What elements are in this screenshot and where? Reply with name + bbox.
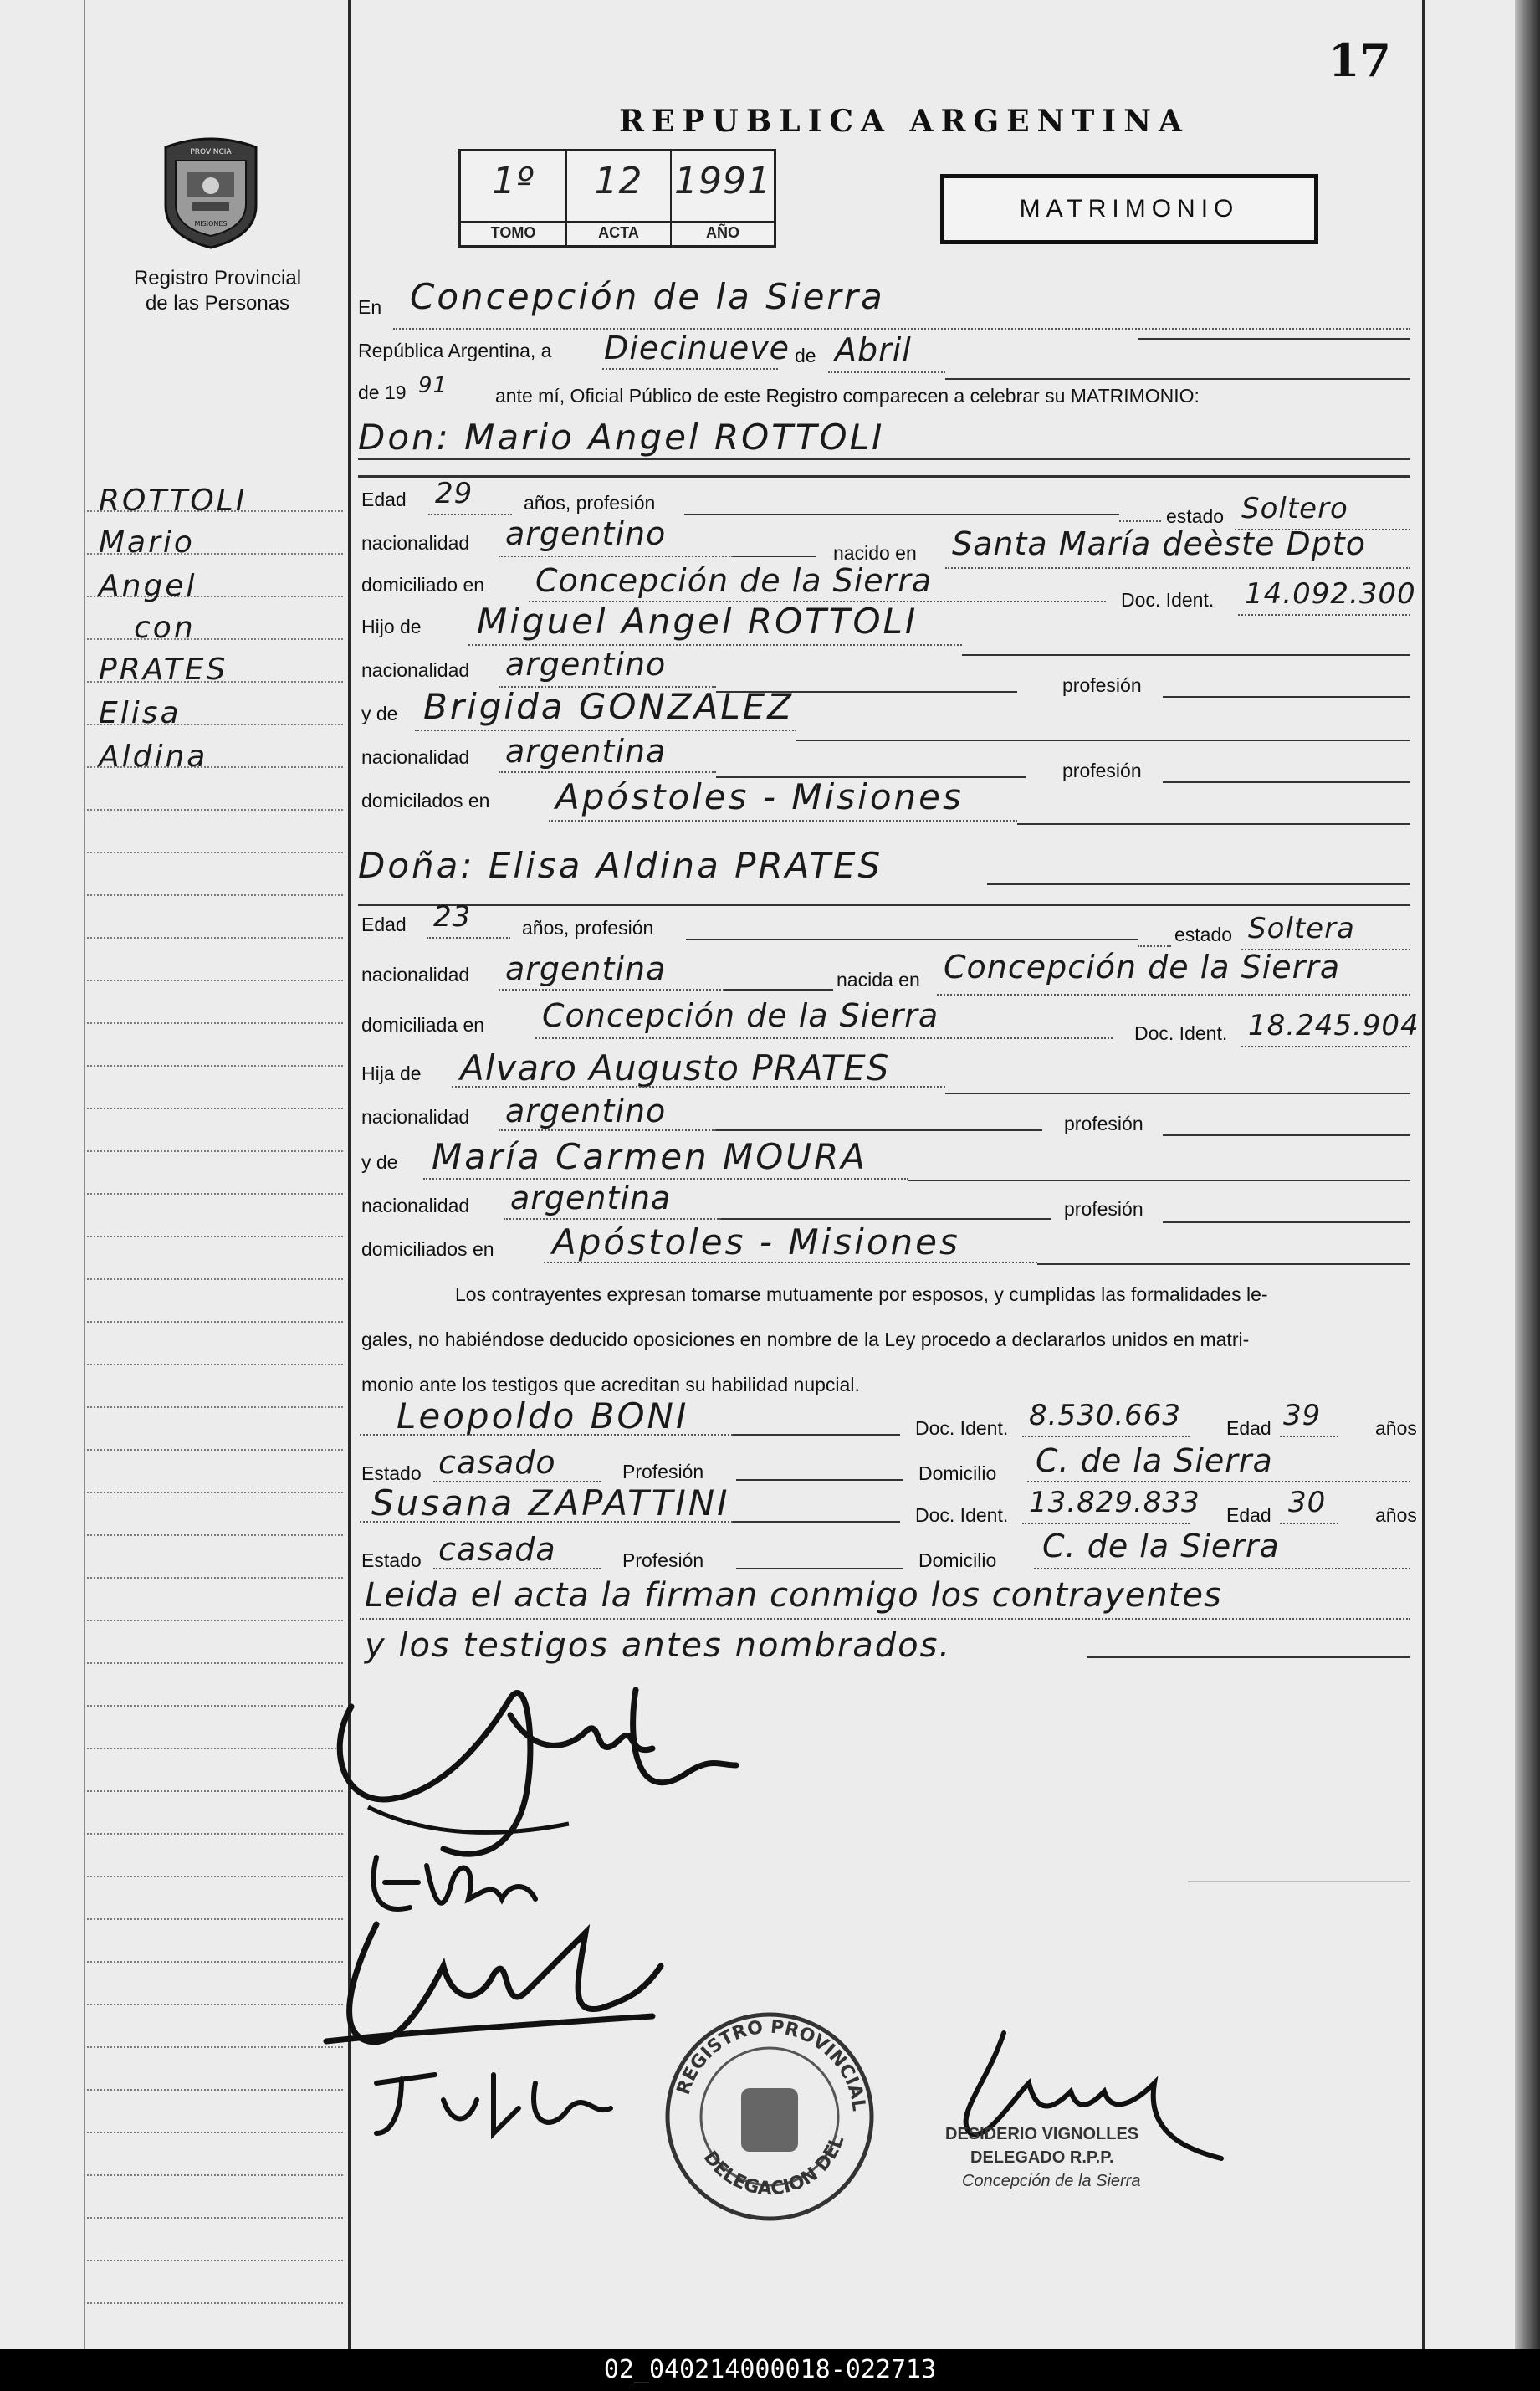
groom-estado-label: estado	[1166, 505, 1225, 527]
margin-rule	[84, 1662, 343, 1664]
bride-padre: Alvaro Augusto PRATES	[460, 1047, 890, 1088]
margin-rule	[84, 2046, 343, 2048]
groom-padre-profesion-label: profesión	[1062, 674, 1142, 696]
acta-label: ACTA	[567, 221, 670, 242]
anio-label: AÑO	[672, 221, 774, 242]
page-edge	[1515, 0, 1540, 2349]
margin-rule	[84, 894, 343, 896]
bride-padre-profesion-label: profesión	[1064, 1113, 1143, 1134]
year-suffix: 91	[418, 373, 448, 398]
margin-rule	[84, 1236, 343, 1237]
groom-padre: Miguel Angel ROTTOLI	[477, 601, 918, 642]
margin-rule	[84, 1577, 343, 1579]
bride-name: Doña: Elisa Aldina PRATES	[358, 845, 883, 886]
margin-rule	[84, 937, 343, 939]
footer-document-code: 02_040214000018-022713	[0, 2349, 1540, 2391]
province-seal-icon	[159, 136, 263, 249]
margin-rule	[84, 1150, 343, 1152]
witness2-edad: 30	[1288, 1486, 1327, 1519]
bride-doc-label: Doc. Ident.	[1134, 1022, 1228, 1044]
margin-note-7: Aldina	[99, 740, 208, 774]
opening-month: Abril	[835, 331, 912, 368]
groom-madre-nac-label: nacionalidad	[361, 746, 470, 768]
witness2-edad-label: Edad	[1226, 1504, 1271, 1526]
bride-madre-nac-label: nacionalidad	[361, 1195, 470, 1216]
signature-witness2-icon	[360, 2058, 627, 2150]
registry-name-line2: de las Personas	[145, 292, 290, 315]
opening-place: Concepción de la Sierra	[410, 276, 885, 317]
acta-value: 12	[594, 160, 643, 202]
bride-padre-nac-label: nacionalidad	[361, 1106, 470, 1128]
groom-nacido: Santa María deèste Dpto	[952, 525, 1366, 562]
republica-label: República Argentina, a	[358, 340, 552, 361]
margin-rule	[84, 1790, 343, 1792]
witness2-domicilio-label: Domicilio	[918, 1549, 997, 1571]
bride-domiciliados-label: domiciliados en	[361, 1238, 494, 1260]
margin-note-4: con	[134, 611, 196, 645]
margin-rule	[84, 1022, 343, 1024]
margin-rule	[84, 852, 343, 853]
witness2-anios-label: años	[1375, 1504, 1417, 1526]
margin-rule	[84, 1876, 343, 1877]
signature-witness1-icon	[318, 1916, 678, 2066]
margin-rule	[84, 2217, 343, 2219]
witness2-estado: casada	[438, 1531, 556, 1568]
bride-domicilio: Concepción de la Sierra	[542, 997, 939, 1034]
groom-name: Don: Mario Angel ROTTOLI	[358, 417, 885, 458]
groom-madre-profesion-label: profesión	[1062, 760, 1142, 781]
closing-line2: y los testigos antes nombrados.	[365, 1626, 952, 1665]
witness1-estado: casado	[438, 1444, 556, 1481]
margin-rule	[84, 1321, 343, 1323]
seal-text-top: PROVINCIA	[190, 148, 232, 156]
margin-rule	[84, 2302, 343, 2304]
anio-value: 1991	[674, 160, 771, 202]
margin-rule	[84, 1278, 343, 1280]
witness1-anios-label: años	[1375, 1417, 1417, 1439]
groom-nacido-label: nacido en	[833, 542, 917, 564]
right-binding-line	[1422, 0, 1425, 2349]
margin-rule	[84, 1364, 343, 1365]
declaration-line1: Los contrayentes expresan tomarse mutuamente por esposos, y cumplidas las formalidades le-	[455, 1283, 1268, 1305]
margin-rule	[84, 2089, 343, 2091]
registry-stamp-icon	[661, 2008, 878, 2225]
official-place: Concepción de la Sierra	[962, 2172, 1141, 2190]
margin-rule	[84, 1406, 343, 1408]
margin-rule	[84, 1748, 343, 1749]
tomo-cell	[461, 151, 567, 245]
bride-padres-domicilio: Apóstoles - Misiones	[552, 1221, 960, 1262]
groom-edad-label: Edad	[361, 489, 407, 510]
margin-rule	[84, 1492, 343, 1493]
opening-statement: ante mí, Oficial Público de este Registro comparecen a celebrar su MATRIMONIO:	[495, 385, 1200, 407]
declaration-line3: monio ante los testigos que acreditan su habilidad nupcial.	[361, 1374, 860, 1395]
margin-rule	[84, 1620, 343, 1621]
page-number: 17	[1328, 33, 1391, 87]
act-type-box: MATRIMONIO	[940, 174, 1318, 244]
margin-rule	[84, 1449, 343, 1451]
bride-padre-nac: argentino	[505, 1093, 667, 1129]
witness2-name: Susana ZAPATTINI	[371, 1482, 730, 1523]
groom-nacionalidad-label: nacionalidad	[361, 532, 470, 554]
groom-doc-label: Doc. Ident.	[1121, 589, 1215, 611]
margin-rule	[84, 2174, 343, 2176]
witness2-domicilio: C. de la Sierra	[1042, 1528, 1280, 1564]
groom-estado: Soltero	[1241, 492, 1348, 525]
registry-name	[92, 266, 343, 316]
groom-domiciliados-label: domicilados en	[361, 790, 490, 812]
en-label: En	[358, 296, 382, 318]
margin-rule	[84, 2004, 343, 2005]
official-name: DESIDERIO VIGNOLLES	[945, 2125, 1139, 2143]
groom-nacionalidad: argentino	[505, 515, 667, 552]
groom-hijo-label: Hijo de	[361, 616, 422, 637]
witness1-doc-label: Doc. Ident.	[915, 1417, 1009, 1439]
bride-edad-label: Edad	[361, 914, 407, 935]
witness1-domicilio: C. de la Sierra	[1036, 1442, 1273, 1479]
groom-doc: 14.092.300	[1245, 577, 1416, 611]
groom-domicilio: Concepción de la Sierra	[535, 562, 933, 599]
margin-note-2: Mario	[99, 525, 195, 560]
witness2-doc-label: Doc. Ident.	[915, 1504, 1009, 1526]
witness1-doc: 8.530.663	[1029, 1399, 1182, 1432]
bride-madre: María Carmen MOURA	[432, 1136, 868, 1177]
margin-rule	[84, 1193, 343, 1195]
registry-name-line1: Registro Provincial	[133, 267, 302, 289]
acta-cell	[567, 151, 672, 245]
groom-edad: 29	[435, 477, 473, 510]
groom-padre-nac-label: nacionalidad	[361, 659, 470, 681]
country-heading: REPUBLICA ARGENTINA	[619, 104, 1190, 139]
official-title: DELEGADO R.P.P.	[970, 2148, 1114, 2167]
stamp-ring-text-lower: DELEGACION DEL	[698, 2132, 849, 2200]
margin-note-5: PRATES	[99, 653, 228, 687]
witness2-estado-label: Estado	[361, 1549, 422, 1571]
witness1-profesion-label: Profesión	[622, 1461, 704, 1482]
witness1-domicilio-label: Domicilio	[918, 1462, 997, 1484]
year-prefix: de 19	[358, 381, 407, 403]
witness2-profesion-label: Profesión	[622, 1549, 704, 1571]
de-label: de	[795, 345, 816, 366]
margin-rule	[84, 1961, 343, 1963]
groom-madre: Brigida GONZALEZ	[423, 686, 795, 727]
bride-estado: Soltera	[1248, 912, 1355, 945]
margin-rule	[84, 980, 343, 981]
bride-edad: 23	[433, 900, 472, 934]
margin-note-1: ROTTOLI	[99, 484, 248, 518]
witness1-estado-label: Estado	[361, 1462, 422, 1484]
anio-cell	[672, 151, 774, 245]
margin-rule	[84, 809, 343, 811]
margin-rule	[84, 2132, 343, 2133]
margin-rule	[84, 1534, 343, 1536]
stamp-ring-text: REGISTRO PROVINCIAL	[673, 2016, 869, 2112]
groom-anios-profesion-label: años, profesión	[524, 492, 656, 514]
bride-yde-label: y de	[361, 1151, 398, 1173]
tomo-label: TOMO	[461, 221, 565, 242]
bride-nacida: Concepción de la Sierra	[944, 949, 1341, 986]
witness1-edad: 39	[1283, 1399, 1322, 1432]
bride-madre-nac: argentina	[510, 1180, 672, 1216]
witness1-name: Leopoldo BONI	[397, 1395, 689, 1436]
margin-rule	[84, 638, 343, 640]
bride-nacida-label: nacida en	[837, 969, 920, 991]
margin-rule	[84, 1705, 343, 1707]
margin-rule	[84, 1918, 343, 1920]
witness1-edad-label: Edad	[1226, 1417, 1271, 1439]
groom-yde-label: y de	[361, 703, 398, 724]
signature-official-icon	[937, 2016, 1238, 2167]
bride-estado-label: estado	[1174, 924, 1233, 945]
margin-rule	[84, 1065, 343, 1067]
margin-rule	[84, 1833, 343, 1835]
margin-divider-inner	[84, 0, 85, 2349]
margin-note-3: Angel	[99, 569, 197, 603]
bride-anios-profesion-label: años, profesión	[522, 917, 654, 939]
margin-rule	[84, 1108, 343, 1109]
opening-day: Diecinueve	[604, 330, 790, 366]
tomo-acta-box	[458, 149, 776, 248]
tomo-value: 1º	[492, 160, 535, 202]
groom-domiciliado-label: domiciliado en	[361, 574, 485, 596]
bride-hija-label: Hija de	[361, 1062, 422, 1084]
bride-doc: 18.245.904	[1248, 1009, 1420, 1042]
groom-padre-nac: argentino	[505, 646, 667, 683]
bride-domiciliada-label: domiciliada en	[361, 1014, 485, 1036]
margin-note-6: Elisa	[99, 696, 182, 730]
bride-nacionalidad-label: nacionalidad	[361, 964, 470, 986]
groom-madre-nac: argentina	[505, 733, 667, 770]
bride-madre-profesion-label: profesión	[1064, 1198, 1143, 1220]
groom-padres-domicilio: Apóstoles - Misiones	[555, 776, 964, 817]
seal-text-bottom: MISIONES	[194, 220, 228, 228]
margin-rule	[84, 2260, 343, 2261]
witness2-doc: 13.829.833	[1029, 1486, 1200, 1519]
declaration-line2: gales, no habiéndose deducido oposiciones en nombre de la Ley procedo a declararlos unidos en matri-	[361, 1329, 1250, 1350]
closing-line1: Leida el acta la firman conmigo los contrayentes	[365, 1576, 1222, 1615]
bride-nacionalidad: argentina	[505, 950, 667, 987]
